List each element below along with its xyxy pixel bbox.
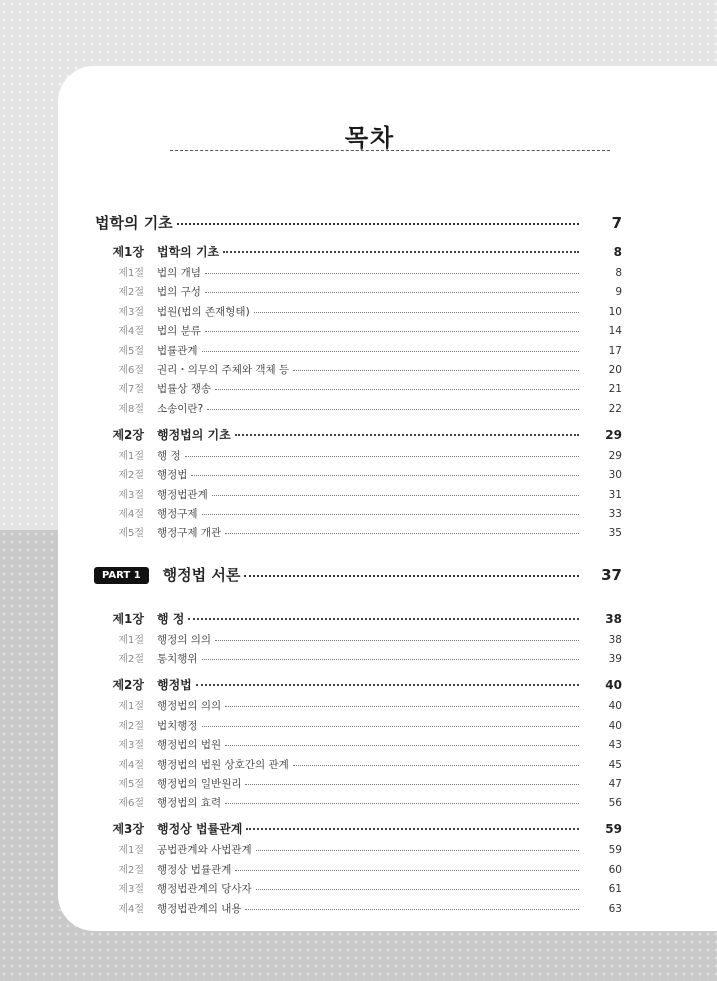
- section-page-number: 63: [608, 902, 622, 915]
- chapter-title: 법학의 기초: [157, 245, 220, 259]
- leader-dots: [235, 870, 579, 871]
- section-title: 법의 개념: [157, 267, 201, 279]
- toc-section-row[interactable]: [0, 466, 717, 482]
- section-title: 행정법관계의 내용: [157, 902, 242, 915]
- toc-section-row[interactable]: [0, 841, 717, 857]
- leader-dots: [188, 618, 579, 620]
- section-number: 제5절: [118, 528, 144, 540]
- leader-dots: [212, 495, 579, 496]
- section-number: 제4절: [118, 759, 144, 771]
- section-number: 제3절: [118, 884, 144, 896]
- leader-dots: [196, 684, 579, 686]
- toc-section-row[interactable]: [0, 736, 717, 752]
- section-number: 제6절: [118, 365, 144, 376]
- section-title: 행정법의 의의: [157, 700, 222, 713]
- chapter-number: 제2장: [112, 678, 144, 693]
- leader-dots: [225, 803, 579, 804]
- section-number: 제1절: [118, 268, 144, 279]
- leader-dots: [245, 909, 579, 910]
- section-title: 행정법의 일반원리: [157, 778, 242, 790]
- section-page-number: 38: [608, 634, 622, 646]
- toc-section-row[interactable]: [0, 342, 717, 358]
- toc-section-row[interactable]: [0, 283, 717, 299]
- toc-section-row[interactable]: [0, 524, 717, 540]
- section-title: 행정법: [157, 469, 188, 482]
- section-title: 통치행위: [157, 653, 198, 666]
- section-page-number: 9: [615, 286, 622, 299]
- toc-chapter-row[interactable]: [0, 610, 717, 627]
- section-title: 행정구제: [157, 508, 198, 520]
- chapter-number: 제3장: [112, 822, 144, 837]
- section-page-number: 30: [608, 469, 622, 482]
- section-title: 법의 분류: [157, 325, 201, 338]
- section-title: 행정법의 법원: [157, 739, 222, 752]
- toc-section-row[interactable]: [0, 322, 717, 338]
- toc-section-row[interactable]: [0, 756, 717, 772]
- chapter-page-number: 29: [605, 427, 622, 442]
- chapter-page-number: 59: [605, 822, 622, 837]
- section-number: 제5절: [118, 779, 144, 790]
- leader-dots: [246, 828, 579, 830]
- leader-dots: [205, 273, 579, 274]
- leader-dots: [235, 434, 579, 436]
- leader-dots: [202, 659, 579, 660]
- toc-chapter-row[interactable]: [0, 243, 717, 260]
- leader-dots: [256, 889, 579, 890]
- leader-dots: [244, 575, 579, 577]
- toc-part-row[interactable]: [0, 212, 717, 233]
- toc-section-row[interactable]: [0, 880, 717, 896]
- part-page-number: 37: [601, 566, 622, 584]
- section-title: 행정법관계의 당사자: [157, 883, 252, 896]
- section-page-number: 33: [608, 508, 622, 520]
- toc-section-row[interactable]: [0, 303, 717, 319]
- section-title: 행정상 법률관계: [157, 863, 232, 876]
- chapter-page-number: 8: [613, 245, 622, 259]
- section-page-number: 31: [608, 488, 622, 501]
- section-number: 제7절: [118, 384, 144, 396]
- section-title: 법률관계: [157, 344, 198, 357]
- chapter-title: 행 정: [157, 612, 185, 626]
- leader-dots: [223, 251, 579, 253]
- leader-dots: [225, 706, 579, 707]
- section-number: 제3절: [118, 489, 144, 501]
- chapter-title: 행정법의 기초: [157, 427, 231, 442]
- toc-section-row[interactable]: [0, 900, 717, 916]
- page-title: 목차: [344, 124, 396, 152]
- section-title: 법률상 쟁송: [157, 383, 212, 396]
- leader-dots: [225, 533, 579, 534]
- section-page-number: 40: [608, 719, 622, 732]
- section-number: 제1절: [118, 635, 144, 646]
- toc-chapter-row[interactable]: [0, 820, 717, 837]
- toc-section-row[interactable]: [0, 861, 717, 877]
- section-page-number: 20: [608, 364, 622, 376]
- section-title: 행정법관계: [157, 488, 208, 501]
- section-page-number: 21: [608, 383, 622, 396]
- toc-chapter-row[interactable]: [0, 676, 717, 693]
- section-page-number: 56: [608, 797, 622, 810]
- toc-chapter-row[interactable]: [0, 426, 717, 443]
- section-number: 제3절: [118, 740, 144, 752]
- toc-section-row[interactable]: [0, 505, 717, 521]
- section-page-number: 61: [608, 883, 622, 896]
- section-number: 제2절: [118, 654, 144, 666]
- part-title: 행정법 서론: [162, 566, 241, 584]
- leader-dots: [205, 292, 579, 293]
- section-number: 제5절: [118, 345, 144, 357]
- chapter-number: 제1장: [112, 245, 144, 259]
- section-number: 제2절: [118, 287, 144, 299]
- toc-part-row[interactable]: [0, 564, 717, 586]
- toc-section-row[interactable]: [0, 380, 717, 396]
- section-page-number: 45: [608, 758, 622, 771]
- chapter-title: 행정상 법률관계: [157, 822, 243, 837]
- leader-dots: [185, 456, 579, 457]
- leader-dots: [256, 850, 579, 851]
- section-number: 제1절: [118, 450, 144, 462]
- section-title: 권리・의무의 주체와 객체 등: [157, 364, 290, 376]
- leader-dots: [293, 765, 579, 766]
- leader-dots: [202, 726, 579, 727]
- chapter-title: 행정법: [157, 678, 192, 693]
- toc-section-row[interactable]: [0, 400, 717, 416]
- section-page-number: 10: [608, 305, 622, 318]
- section-number: 제1절: [118, 845, 144, 857]
- chapter-number: 제2장: [112, 427, 144, 442]
- section-page-number: 40: [608, 700, 622, 713]
- leader-dots: [215, 389, 579, 390]
- toc-section-row[interactable]: [0, 264, 717, 280]
- section-number: 제2절: [118, 470, 144, 482]
- part-page-number: 7: [611, 214, 622, 232]
- leader-dots: [191, 475, 579, 476]
- leader-dots: [202, 351, 579, 352]
- toc-section-row[interactable]: [0, 361, 717, 377]
- section-title: 행정의 의의: [157, 634, 212, 646]
- section-title: 공법관계와 사법관계: [157, 844, 252, 857]
- toc-section-row[interactable]: [0, 697, 717, 713]
- section-page-number: 47: [608, 778, 622, 790]
- title-divider: [170, 150, 610, 151]
- leader-dots: [177, 223, 579, 225]
- section-number: 제2절: [118, 864, 144, 876]
- toc-section-row[interactable]: [0, 794, 717, 810]
- toc-section-row[interactable]: [0, 631, 717, 647]
- toc-section-row[interactable]: [0, 650, 717, 666]
- section-title: 행정구제 개관: [157, 527, 222, 540]
- leader-dots: [202, 514, 579, 515]
- section-page-number: 59: [608, 844, 622, 857]
- section-page-number: 14: [608, 325, 622, 338]
- chapter-page-number: 40: [605, 678, 622, 693]
- section-page-number: 39: [608, 653, 622, 666]
- leader-dots: [207, 409, 579, 410]
- section-page-number: 43: [608, 739, 622, 752]
- section-title: 법의 구성: [157, 286, 201, 299]
- section-title: 소송이란?: [157, 402, 204, 415]
- toc-section-row[interactable]: [0, 775, 717, 791]
- section-number: 제4절: [118, 509, 144, 520]
- section-number: 제6절: [118, 798, 144, 810]
- toc-section-row[interactable]: [0, 717, 717, 733]
- part-badge: PART 1: [94, 567, 149, 584]
- section-page-number: 17: [608, 344, 622, 357]
- toc-section-row[interactable]: [0, 447, 717, 463]
- section-title: 행 정: [157, 449, 181, 462]
- section-page-number: 22: [608, 402, 622, 415]
- section-title: 행정법의 효력: [157, 797, 222, 810]
- part-title: 법학의 기초: [95, 214, 173, 232]
- leader-dots: [205, 331, 579, 332]
- leader-dots: [293, 370, 579, 371]
- chapter-page-number: 38: [605, 612, 622, 626]
- section-number: 제4절: [118, 326, 144, 338]
- toc-section-row[interactable]: [0, 486, 717, 502]
- leader-dots: [225, 745, 579, 746]
- leader-dots: [215, 640, 579, 641]
- section-number: 제1절: [118, 701, 144, 713]
- leader-dots: [254, 312, 579, 313]
- section-page-number: 60: [608, 863, 622, 876]
- section-title: 법원(법의 존재형태): [157, 305, 250, 318]
- leader-dots: [245, 784, 579, 785]
- section-page-number: 8: [615, 267, 622, 279]
- section-number: 제4절: [118, 903, 144, 915]
- section-number: 제8절: [118, 403, 144, 415]
- section-number: 제3절: [118, 306, 144, 318]
- chapter-number: 제1장: [112, 612, 144, 626]
- section-title: 행정법의 법원 상호간의 관계: [157, 758, 289, 771]
- section-page-number: 29: [608, 449, 622, 462]
- section-title: 법치행정: [157, 719, 198, 732]
- section-number: 제2절: [118, 720, 144, 732]
- section-page-number: 35: [608, 527, 622, 540]
